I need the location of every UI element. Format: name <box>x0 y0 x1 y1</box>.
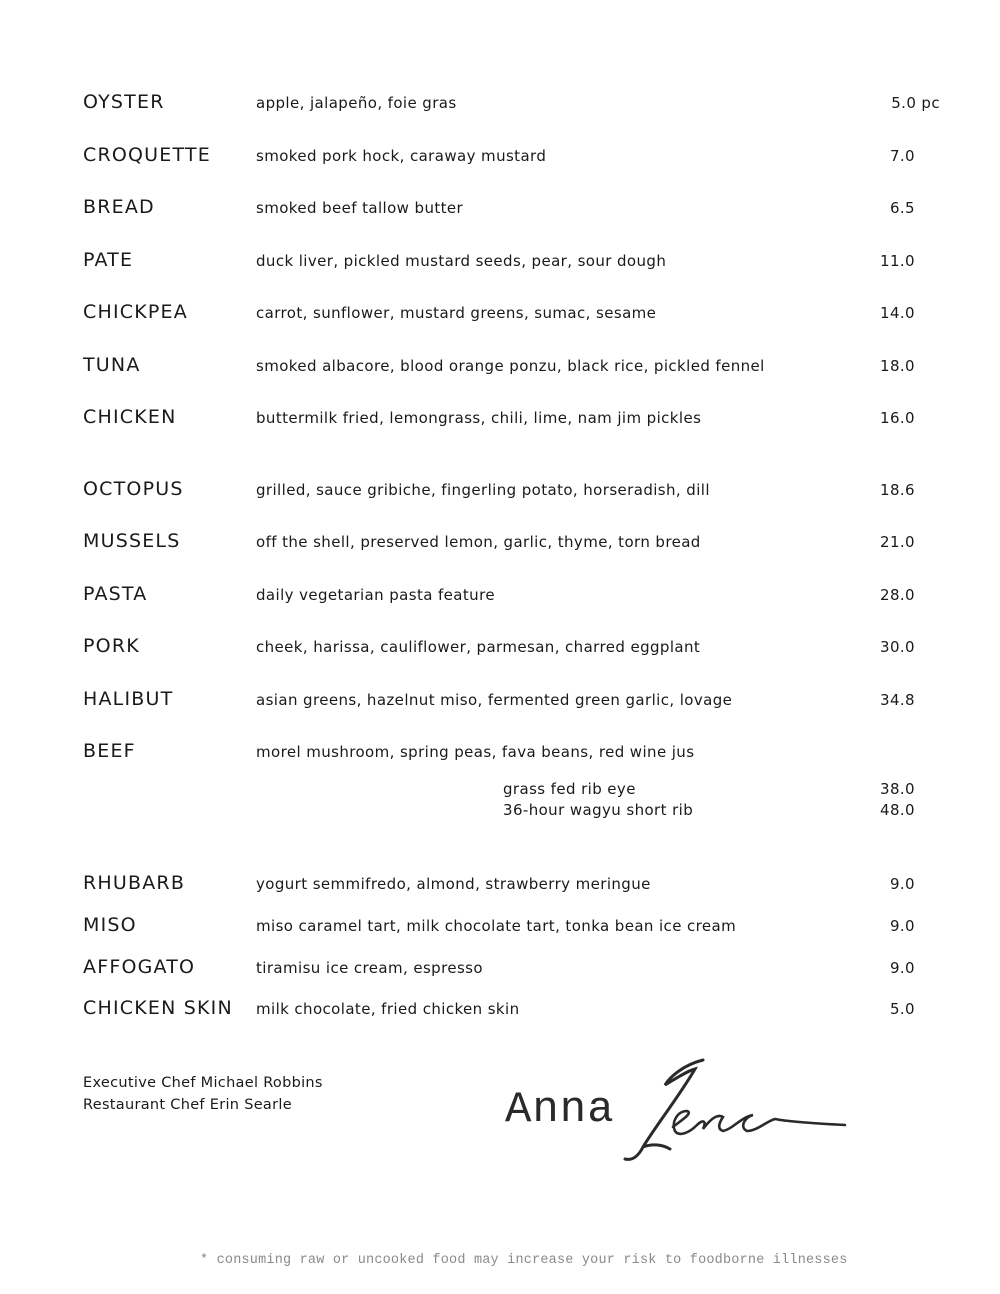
item-description: tiramisu ice cream, espresso <box>256 959 483 977</box>
item-name: CHICKEN <box>83 406 177 428</box>
menu-item-mussels <box>0 527 1000 555</box>
beef-option-price: 48.0 <box>880 801 915 819</box>
logo-script <box>505 1055 850 1170</box>
beef-option <box>0 799 1000 821</box>
item-price: 7.0 <box>889 147 915 165</box>
executive-chef: Executive Chef Michael Robbins <box>83 1075 323 1091</box>
item-description: cheek, harissa, cauliflower, parmesan, charred eggplant <box>256 638 701 656</box>
item-name: OCTOPUS <box>83 478 184 500</box>
item-price: 9.0 <box>889 917 915 935</box>
annalena-logo <box>505 1055 850 1170</box>
item-description: yogurt semmifredo, almond, strawberry meringue <box>256 875 651 893</box>
item-price: 11.0 <box>880 252 915 270</box>
item-price: 34.8 <box>880 691 915 709</box>
item-description: grilled, sauce gribiche, fingerling potato, horseradish, dill <box>256 481 710 499</box>
item-name: CROQUETTE <box>83 144 211 166</box>
item-description: smoked pork hock, caraway mustard <box>256 147 547 165</box>
item-description: asian greens, hazelnut miso, fermented green garlic, lovage <box>256 691 733 709</box>
menu-item-pate <box>0 246 1000 274</box>
logo-wordmark: Anna <box>505 1085 615 1135</box>
menu-item-oyster <box>0 88 1000 116</box>
item-name: PASTA <box>83 583 148 605</box>
beef-option <box>0 778 1000 800</box>
footnote-disclaimer: * consuming raw or uncooked food may increase your risk to foodborne illnesses <box>200 1253 848 1268</box>
item-description: daily vegetarian pasta feature <box>256 586 495 604</box>
item-price: 5.0 pc <box>891 94 940 112</box>
item-price: 21.0 <box>880 533 915 551</box>
item-name: PORK <box>83 635 140 657</box>
menu-item-chicken <box>0 403 1000 431</box>
item-name: CHICKEN SKIN <box>83 997 233 1019</box>
item-description: buttermilk fried, lemongrass, chili, lime, nam jim pickles <box>256 409 702 427</box>
menu-item-halibut <box>0 685 1000 713</box>
item-name: MUSSELS <box>83 530 181 552</box>
item-price: 9.0 <box>889 875 915 893</box>
menu-item-octopus <box>0 475 1000 503</box>
item-description: duck liver, pickled mustard seeds, pear, sour dough <box>256 252 667 270</box>
item-price: 5.0 <box>889 1000 915 1018</box>
item-description: miso caramel tart, milk chocolate tart, tonka bean ice cream <box>256 917 737 935</box>
item-description: smoked beef tallow butter <box>256 199 464 217</box>
menu-item-pork <box>0 632 1000 660</box>
item-price: 9.0 <box>889 959 915 977</box>
beef-option-description: grass fed rib eye <box>503 780 636 798</box>
menu-item-affogato <box>0 953 1000 981</box>
chef-credits <box>83 1072 323 1116</box>
beef-option-price: 38.0 <box>880 780 915 798</box>
item-name: CHICKPEA <box>83 301 188 323</box>
item-name: OYSTER <box>83 91 165 113</box>
item-name: PATE <box>83 249 134 271</box>
item-name: MISO <box>83 914 137 936</box>
item-description: morel mushroom, spring peas, fava beans, red wine jus <box>256 743 695 761</box>
item-price: 14.0 <box>880 304 915 322</box>
item-price: 30.0 <box>880 638 915 656</box>
menu-item-croquette <box>0 141 1000 169</box>
menu-item-bread <box>0 193 1000 221</box>
item-description: off the shell, preserved lemon, garlic, thyme, torn bread <box>256 533 701 551</box>
menu-item-chickpea <box>0 298 1000 326</box>
item-price: 28.0 <box>880 586 915 604</box>
item-price: 18.0 <box>880 357 915 375</box>
menu-item-pasta <box>0 580 1000 608</box>
item-name: BREAD <box>83 196 155 218</box>
menu-item-rhubarb <box>0 869 1000 897</box>
menu-item-beef <box>0 737 1000 765</box>
item-description: apple, jalapeño, foie gras <box>256 94 457 112</box>
menu-item-tuna <box>0 351 1000 379</box>
item-description: carrot, sunflower, mustard greens, sumac, sesame <box>256 304 657 322</box>
item-name: BEEF <box>83 740 136 762</box>
item-name: AFFOGATO <box>83 956 196 978</box>
item-name: TUNA <box>83 354 141 376</box>
item-price: 6.5 <box>889 199 915 217</box>
item-description: smoked albacore, blood orange ponzu, black rice, pickled fennel <box>256 357 765 375</box>
menu-item-chicken-skin <box>0 994 1000 1022</box>
item-price: 16.0 <box>880 409 915 427</box>
item-name: HALIBUT <box>83 688 174 710</box>
item-price: 18.6 <box>880 481 915 499</box>
beef-option-description: 36-hour wagyu short rib <box>503 801 694 819</box>
menu-item-miso <box>0 911 1000 939</box>
item-name: RHUBARB <box>83 872 186 894</box>
restaurant-chef: Restaurant Chef Erin Searle <box>83 1097 292 1113</box>
item-description: milk chocolate, fried chicken skin <box>256 1000 520 1018</box>
